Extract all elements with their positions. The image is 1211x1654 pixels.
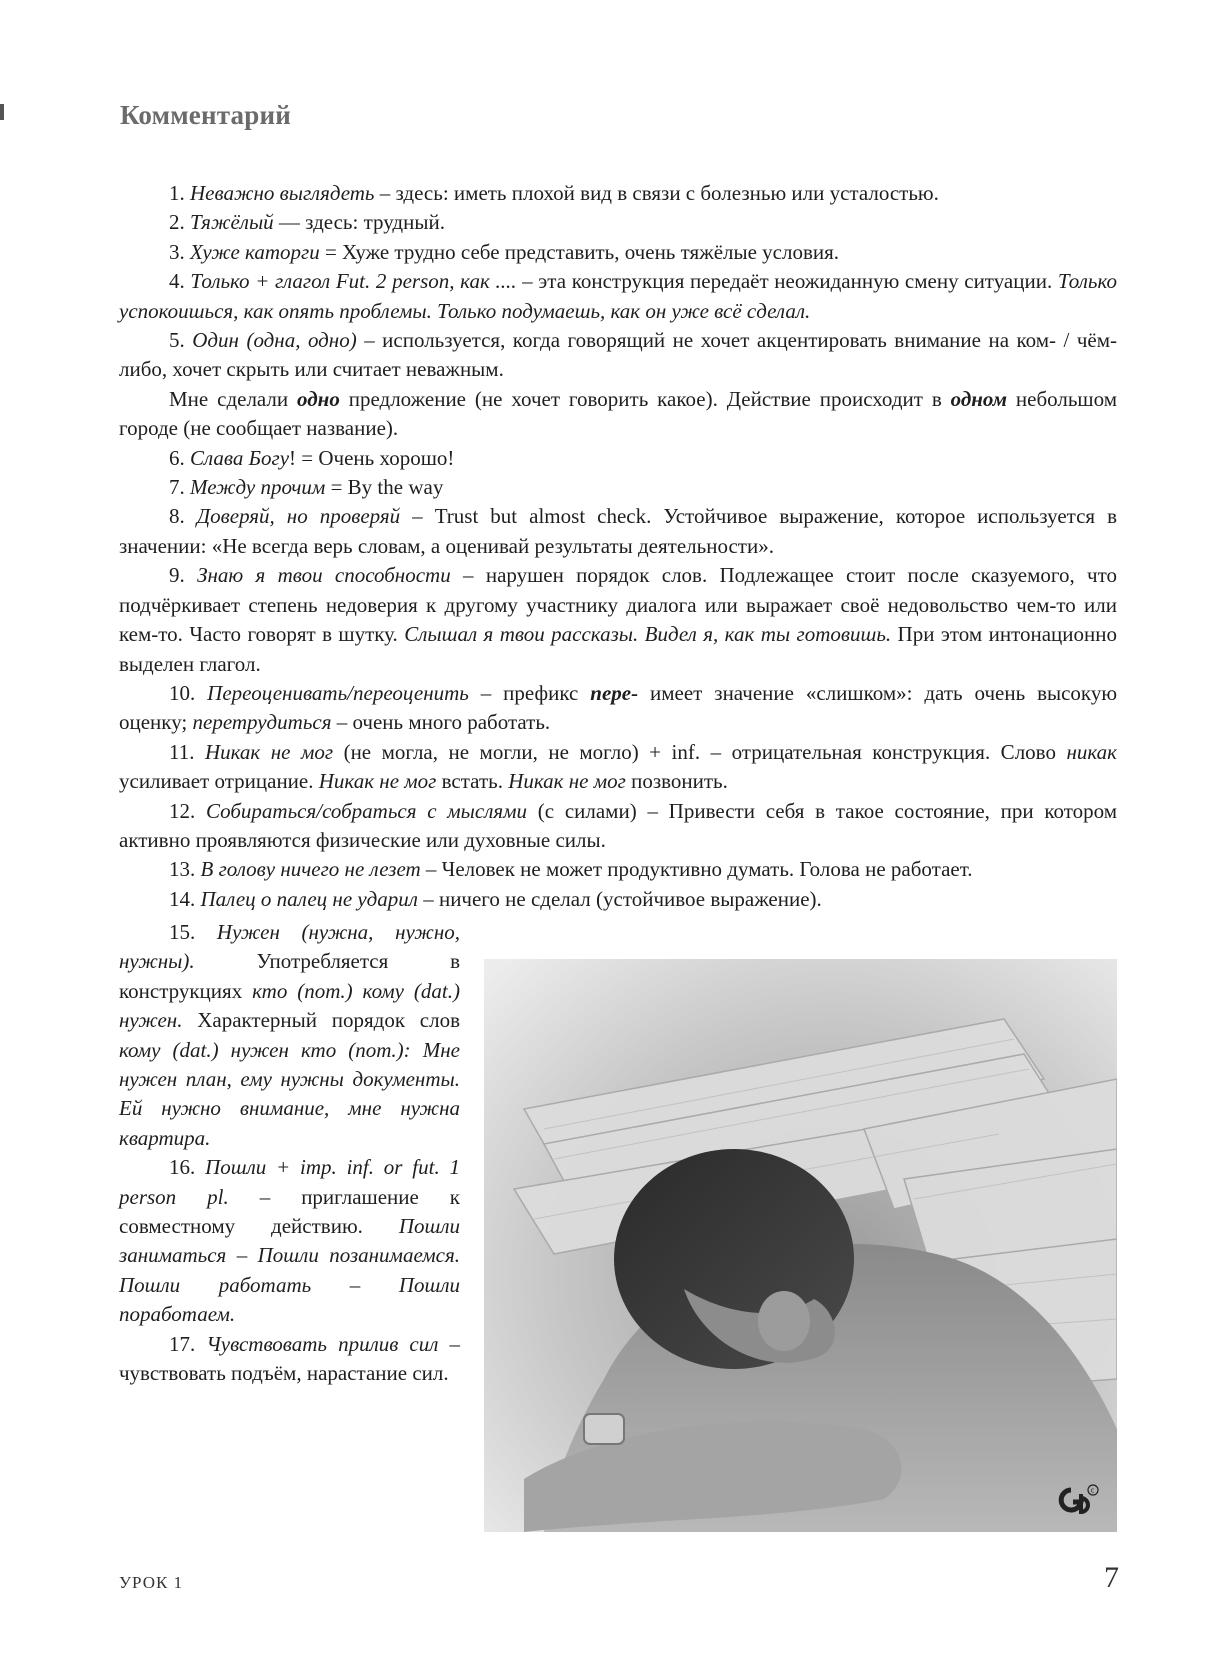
list-item: 12. Собираться/собраться с мыслями (с силами) – Привести себя в такое состояние, при котором активно проявляются физические или духовные силы. bbox=[119, 798, 1117, 852]
page-number: 7 bbox=[1104, 1561, 1119, 1594]
section-heading: Комментарий bbox=[120, 100, 291, 130]
publisher-logo-icon bbox=[1057, 1484, 1099, 1516]
list-item: 6. Слава Богу! = Очень хорошо! bbox=[169, 445, 455, 470]
list-item: 11. Никак не мог (не могла, не могли, не могло) + inf. – отрицательная конструкция. Слово никак усиливает отрицание. Никак не мог встать. Никак не мог позвонить. bbox=[119, 739, 1117, 794]
lesson-label: УРОК 1 bbox=[119, 1573, 184, 1592]
list-item: 17. Чувствовать прилив сил – чувствовать подъём, нарастание сил. bbox=[119, 1331, 461, 1386]
svg-text:c: c bbox=[1090, 1486, 1095, 1495]
edge-mark bbox=[0, 104, 4, 120]
list-item: 3. Хуже каторги = Хуже трудно себе представить, очень тяжёлые условия. bbox=[169, 239, 840, 264]
list-item: 2. Тяжёлый — здесь: трудный. bbox=[169, 210, 445, 235]
list-item: 4. Только + глагол Fut. 2 person, как .... – эта конструкция передаёт неожиданную смену ситуации. Только успокоишься, как опять проблемы. Только подумаешь, как он уже всё сделал. bbox=[119, 269, 1118, 323]
list-item: 8. Доверяй, но проверяй – Trust but almost check. Устойчивое выражение, которое используется в значении: «Не всегда верь словам, а оценивай результаты деятельности». bbox=[119, 504, 1117, 558]
list-item: 14. Палец о палец не ударил – ничего не сделал (устойчивое выражение). bbox=[169, 886, 822, 911]
list-item: 7. Между прочим = By the way bbox=[169, 475, 444, 500]
list-item-continuation: Мне сделали одно предложение (не хочет говорить какое). Действие происходит в одном небольшом городе (не сообщает название). bbox=[119, 386, 1117, 441]
list-item: 9. Знаю я твои способности – нарушен порядок слов. Подлежащее стоит после сказуемого, что подчёркивает степень недоверия к другому участнику диалога или выражает своё недовольство чем-то или кем-то. Часто говорят в шутку. Слышал я твои рассказы. Видел я, как ты готовишь. При этом интонационно выделен глагол. bbox=[119, 563, 1117, 676]
list-item: 16. Пошли + imp. inf. or fut. 1 person pl. – приглашение к совместному действию. Пошли заниматься – Пошли позанимаемся. Пошли работать – Пошли поработаем. bbox=[119, 1155, 461, 1327]
list-item: 1. Неважно выглядеть – здесь: иметь плохой вид в связи с болезнью или усталостью. bbox=[169, 181, 939, 205]
list-item: 13. В голову ничего не лезет – Человек не может продуктивно думать. Голова не работает. bbox=[169, 857, 973, 882]
list-item: 10. Переоценивать/переоценить – префикс пере- имеет значение «слишком»: дать очень высокую оценку; перетрудиться – очень много работать. bbox=[119, 680, 1118, 735]
commentary-wrapped-column bbox=[119, 918, 460, 1389]
tired-man-photo bbox=[484, 959, 1117, 1532]
photo-illustration bbox=[484, 959, 1117, 1532]
commentary-body bbox=[119, 179, 1117, 914]
list-item: 5. Один (одна, одно) – используется, когда говорящий не хочет акцентировать внимание на ком- / чём-либо, хочет скрыть или считает неважным. bbox=[119, 328, 1117, 382]
list-item: 15. Нужен (нужна, нужно, нужны). Употребляется в конструкциях кто (nom.) кому (dat.) нужен. Характерный порядок слов кому (dat.) нужен кто (nom.): Мне нужен план, ему нужны документы. Ей нужно внимание, мне нужна квартира. bbox=[119, 920, 460, 1150]
